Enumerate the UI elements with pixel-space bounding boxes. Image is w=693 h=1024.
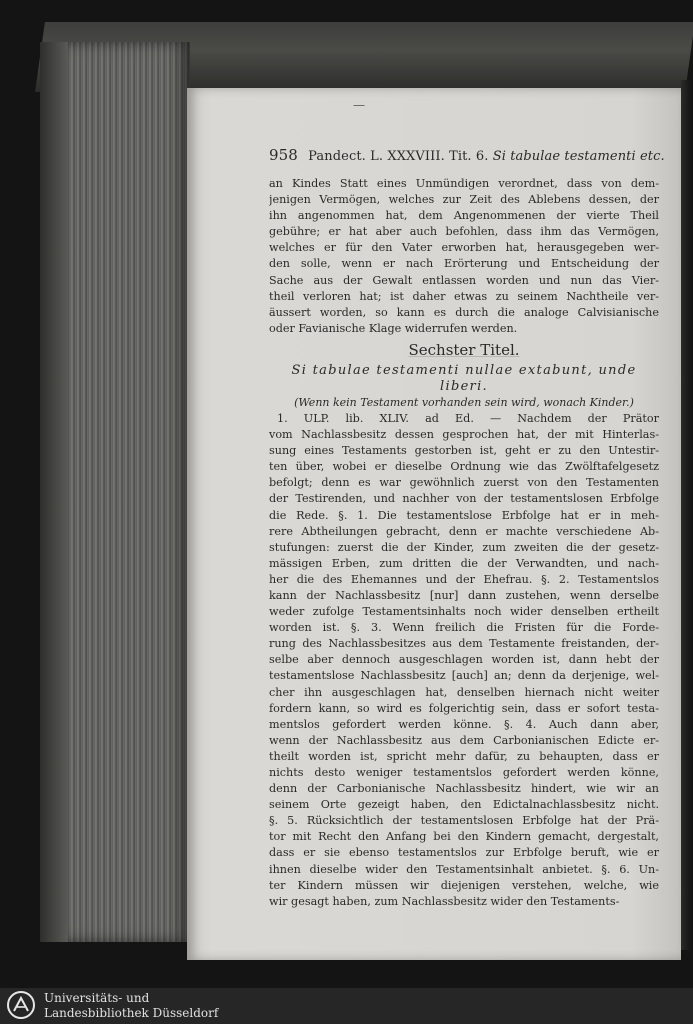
- book-page: [187, 88, 681, 960]
- library-name-line2: Landesbibliothek Düsseldorf: [44, 1006, 219, 1020]
- text-line: denn der Carbonianische Nachlassbesitz hindert, wie wir an: [269, 782, 659, 796]
- text-line: der Testirenden, und nachher von der testamentslosen Erbfolge: [269, 492, 659, 506]
- running-head: [269, 146, 665, 168]
- text-line: nichts desto weniger testamentslos gefordert werden könne,: [269, 766, 659, 779]
- running-head-title: Pandect. L. XXXVIII. Tit. 6.: [308, 149, 489, 164]
- library-name-line1: Universitäts- und: [44, 991, 150, 1005]
- text-line: theilt worden ist, spricht mehr dafür, zu behaupten, dass er: [269, 749, 659, 763]
- page-number: 958: [269, 146, 298, 164]
- text-line: kann der Nachlassbesitz [nur] dann zustehen, wenn derselbe: [269, 588, 659, 602]
- library-footer: [0, 988, 693, 1024]
- page-mark: —: [353, 98, 365, 112]
- text-line: welches er für den Vater erworben hat, herausgegeben wer-: [269, 241, 659, 255]
- section-translation-note: (Wenn kein Testament vorhanden sein wird, wonach Kinder.): [294, 395, 634, 409]
- text-line: selbe aber dennoch ausgeschlagen worden ist, dann hebt der: [269, 653, 659, 667]
- library-name: [44, 991, 218, 1021]
- subtitle-line: liberi.: [440, 378, 488, 394]
- text-line: mässigen Erben, zum dritten die der Verwandten, und nach-: [269, 556, 659, 570]
- text-line: befolgt; denn es war gewöhnlich zuerst von den Testamenten: [269, 476, 659, 490]
- text-line: stufungen: zuerst die der Kinder, zum zweiten die der gesetz-: [269, 540, 659, 554]
- text-line: vom Nachlassbesitz dessen gesprochen hat, der mit Hinterlas-: [269, 428, 659, 442]
- text-line: rere Abtheilungen gebracht, denn er machte verschiedene Ab-: [269, 524, 659, 538]
- text-line: sung eines Testaments gestorben ist, geht er zu den Untestir-: [269, 444, 659, 458]
- text-line: fordern kann, so wird es folgerichtig sein, dass er sofort testa-: [269, 701, 659, 715]
- text-line: dass er sie ebenso testamentslos zur Erbfolge beruft, wie er: [269, 846, 659, 860]
- page-text: [269, 146, 665, 910]
- text-line: ten über, wobei er dieselbe Ordnung wie das Zwölftafelgesetz: [269, 460, 659, 474]
- text-line: her die des Ehemannes und der Ehefrau. §. 2. Testamentslos: [269, 572, 659, 586]
- text-line: theil verloren hat; ist daher etwas zu seinem Nachtheile ver-: [269, 289, 659, 303]
- text-line: ter Kindern müssen wir diejenigen verstehen, welche, wie: [269, 878, 659, 892]
- text-line: §. 5. Rücksichtlich der testamentslosen Erbfolge hat der Prä-: [269, 814, 659, 828]
- text-line: an Kindes Statt eines Unmündigen verordnet, dass von dem-: [269, 177, 659, 190]
- paragraph-continuation: [269, 176, 659, 337]
- text-line: seinem Orte gezeigt haben, den Edictalnachlassbesitz nicht.: [269, 798, 659, 812]
- text-line: jenigen Vermögen, welches zur Zeit des Ablebens dessen, der: [269, 193, 659, 207]
- text-line: testamentslose Nachlassbesitz [auch] an; denn da derjenige, wel-: [269, 669, 659, 683]
- text-line: 1. ULP. lib. XLIV. ad Ed. — Nachdem der Prätor: [277, 411, 659, 425]
- text-line: worden ist. §. 3. Wenn freilich die Fristen für die Forde-: [269, 621, 659, 635]
- text-line: den solle, wenn er nach Erörterung und Entscheidung der: [269, 257, 659, 271]
- text-line: weder zufolge Testamentsinhalts noch wider denselben ertheilt: [269, 605, 659, 619]
- text-line: ihn angenommen hat, dem Angenommenen der vierte Theil: [269, 209, 659, 223]
- ulb-logo-icon: [6, 990, 36, 1020]
- section-title: Sechster Titel.: [408, 340, 520, 359]
- text-line: die Rede. §. 1. Die testamentslose Erbfolge hat er in meh-: [269, 508, 659, 522]
- text-line: mentslos gefordert werden könne. §. 4. Auch dann aber,: [269, 717, 659, 731]
- section-subtitle: [269, 363, 659, 395]
- text-line: wir gesagt haben, zum Nachlassbesitz wider den Testaments-: [269, 894, 620, 908]
- text-line: rung des Nachlassbesitzes aus dem Testamente freistanden, der-: [269, 637, 659, 651]
- text-line: äussert worden, so kann es durch die analoge Calvisianische: [269, 305, 659, 319]
- book-page-block: [40, 42, 190, 942]
- text-line: oder Favianische Klage widerrufen werden.: [269, 321, 518, 335]
- book-right-edge: [681, 80, 693, 950]
- text-line: tor mit Recht den Anfang bei den Kindern gemacht, dergestalt,: [269, 830, 659, 844]
- text-line: cher ihn ausgeschlagen hat, denselben hiernach nicht weiter: [269, 685, 659, 699]
- paragraph-main: [269, 411, 659, 910]
- running-head-italic: Si tabulae testamenti etc.: [492, 149, 665, 164]
- text-line: wenn der Nachlassbesitz aus dem Carbonianischen Edicte er-: [269, 733, 659, 747]
- text-line: ihnen dieselbe wider den Testamentsinhalt anbietet. §. 6. Un-: [269, 862, 659, 876]
- text-line: gebühre; er hat aber auch befohlen, dass ihm das Vermögen,: [269, 225, 659, 239]
- text-line: Sache aus der Gewalt entlassen worden und nun das Vier-: [269, 273, 659, 287]
- subtitle-line: Si tabulae testamenti nullae extabunt, unde: [291, 362, 637, 378]
